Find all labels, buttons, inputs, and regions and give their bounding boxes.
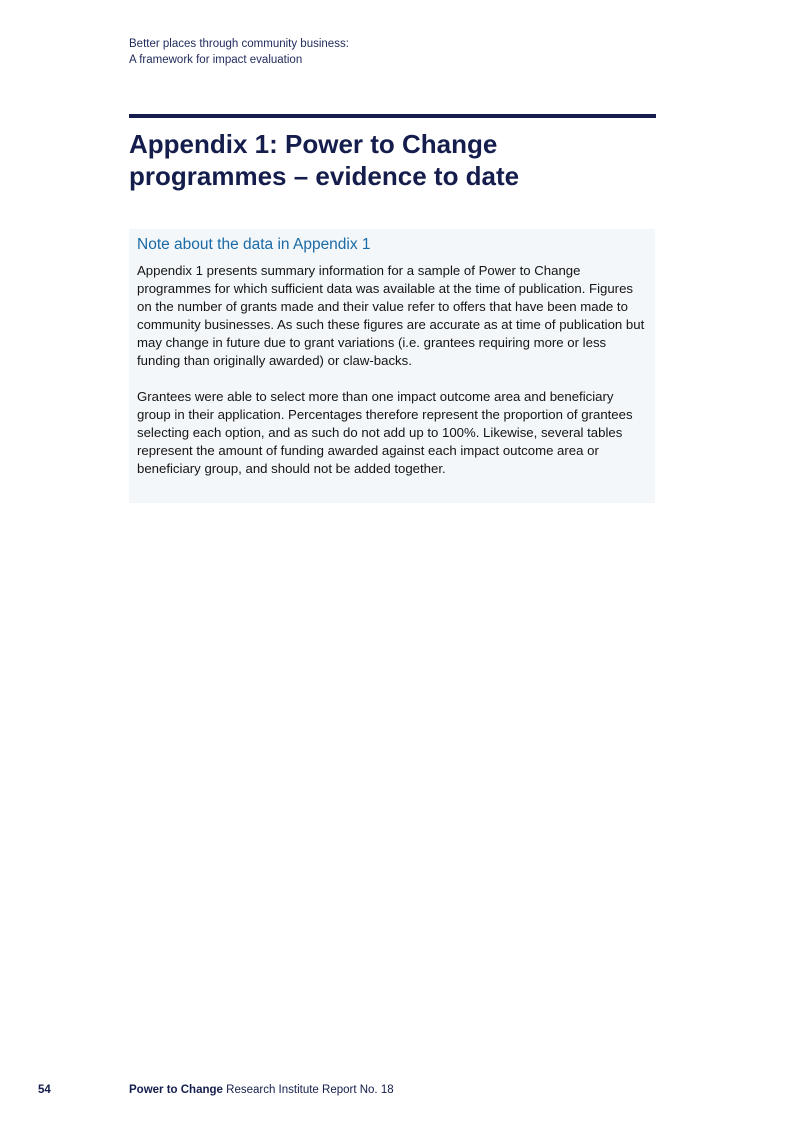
data-note-paragraph-2: Grantees were able to select more than one impact outcome area and beneficiary group in their application. Percentages therefore represent the proportion of grantees selecting each option, and as such do not add up to 100%. Likewise, several tables represent the amount of funding awarded against each impact outcome area or beneficiary group, and should not be added together. xyxy=(137,389,633,476)
page-title xyxy=(129,128,669,192)
page-number: 54 xyxy=(38,1084,51,1096)
running-header-line-2: A framework for impact evaluation xyxy=(129,54,303,66)
running-header-line-1: Better places through community business: xyxy=(129,38,349,50)
running-header xyxy=(129,36,349,68)
title-rule xyxy=(129,114,656,118)
page-title-line-1: Appendix 1: Power to Change xyxy=(129,129,498,159)
page-title-line-2: programmes – evidence to date xyxy=(129,161,520,191)
report-organisation: Power to Change xyxy=(129,1084,223,1096)
data-note-box xyxy=(129,229,655,503)
report-name xyxy=(129,1082,394,1098)
report-title: Research Institute Report No. 18 xyxy=(222,1084,394,1096)
data-note-heading: Note about the data in Appendix 1 xyxy=(137,236,371,253)
data-note-paragraph-1: Appendix 1 presents summary information for a sample of Power to Change programmes for which sufficient data was available at the time of publication. Figures on the number of grants made and their value refer to offers that have been made to community businesses. As such these figures are accurate as at time of publication but may change in future due to grant variations (i.e. grantees requiring more or less funding than originally awarded) or claw-backs. xyxy=(137,263,645,368)
